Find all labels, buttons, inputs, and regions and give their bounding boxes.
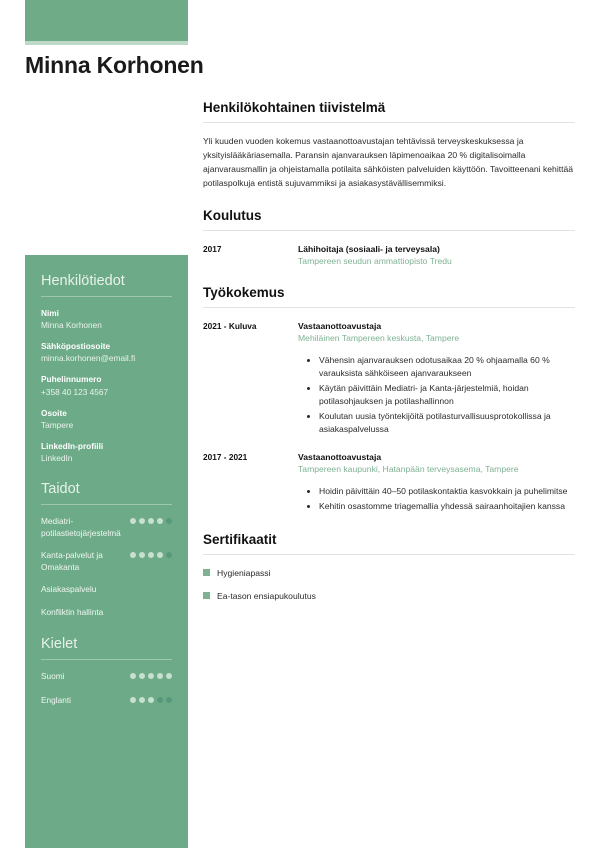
entry-role: Vastaanottoavustaja (298, 451, 382, 462)
contact-value: +358 40 123 4567 (41, 386, 109, 397)
linkedin-link[interactable]: LinkedIn (41, 453, 73, 463)
entry-bullet-list (310, 485, 575, 513)
main-content (203, 100, 575, 619)
section-summary (203, 100, 575, 191)
contact-label: LinkedIn-profiili (41, 440, 104, 451)
rating-dot (139, 673, 145, 679)
language-item-label: Englanti (41, 695, 71, 706)
entry-bullet: • Käytän päivittäin Mediatri- ja Kanta-järjestelmiä, hoidan potilasohjauksen ja potilashallinnon (319, 382, 575, 408)
entry-body (298, 320, 575, 438)
contact-item (41, 374, 172, 397)
contact-label: Puhelinnumero (41, 374, 102, 385)
contact-value: minna.korhonen@email.fi (41, 353, 136, 364)
education-entries (203, 243, 575, 268)
skill-item-label: Asiakaspalvelu (41, 584, 97, 595)
entry-organization: Tampereen kaupunki, Hatanpään terveysasema, Tampere (298, 464, 519, 475)
contact-item (41, 341, 172, 364)
certificate-item (203, 590, 575, 602)
rating-dot (139, 518, 145, 524)
sidebar-section-personal (41, 273, 172, 464)
sidebar-section-skills (41, 481, 172, 619)
certificate-label: Ea-tason ensiapukoulutus (217, 590, 316, 601)
rating-dot (166, 673, 172, 679)
contact-value: Tampere (41, 419, 74, 430)
contact-label: Nimi (41, 308, 59, 318)
skill-item (41, 550, 172, 573)
entry-organization: Mehiläinen Tampereen keskusta, Tampere (298, 333, 460, 344)
skill-item-label: Mediatri-potilastietojärjestelmä (41, 516, 121, 538)
header-accent-strip (25, 41, 188, 45)
section-title-experience: Työkokemus (203, 285, 575, 308)
entry-bullet: • Kehitin osastomme triagemallia yhdessä sairaanhoitajien kanssa (319, 500, 575, 513)
header-accent-block (25, 0, 188, 41)
rating-dot (148, 518, 154, 524)
square-bullet-icon (203, 592, 210, 599)
skill-item (41, 516, 172, 539)
skills-list (41, 516, 172, 619)
entry-organization: Tampereen seudun ammattiopisto Tredu (298, 256, 452, 267)
entry-date: 2021 - Kuluva (203, 320, 257, 331)
rating-dot (148, 673, 154, 679)
square-bullet-icon (203, 569, 210, 576)
summary-text: Yli kuuden vuoden kokemus vastaanottoavustajan tehtävissä terveyskeskuksessa ja yksityislääkäriasemalla. Paransin ajanvarauksen läpimenoaikaa 20 % digitalisoimalla ajanvarausmallin ja ohjeistamalla potilaita sähköisten palveluiden käyttöön. Tavoitteenani kehittää potilaspolkuja entistä sujuvammiksi ja asiakasystävällisemmiksi. (203, 136, 574, 188)
section-title-summary: Henkilökohtainen tiivistelmä (203, 100, 575, 123)
entry-role: Lähihoitaja (sosiaali- ja terveysala) (298, 243, 440, 254)
contact-label: Sähköpostiosoite (41, 341, 111, 352)
timeline-entry (203, 243, 575, 268)
rating-dot (130, 697, 136, 703)
contact-label: Osoite (41, 407, 67, 418)
section-education (203, 208, 575, 268)
language-item (41, 695, 172, 707)
rating-dot (139, 697, 145, 703)
certificates-list (203, 567, 575, 602)
languages-list (41, 671, 172, 707)
experience-entries (203, 320, 575, 515)
sidebar-section-title-languages: Kielet (41, 636, 172, 660)
contact-item (41, 308, 172, 331)
section-title-education: Koulutus (203, 208, 575, 231)
entry-bullet: • Hoidin päivittäin 40–50 potilaskontaktia kasvokkain ja puhelimitse (319, 485, 575, 498)
sidebar-section-title-personal: Henkilötiedot (41, 273, 172, 297)
contact-item (41, 441, 172, 464)
entry-body (298, 243, 575, 268)
contact-item (41, 408, 172, 431)
rating-dot (130, 552, 136, 558)
language-item (41, 671, 172, 683)
entry-body (298, 451, 575, 515)
language-item-rating-dots (130, 695, 172, 703)
skill-item-label: Kanta-palvelut ja Omakanta (41, 550, 103, 572)
language-item-rating-dots (130, 671, 172, 679)
entry-bullet-list (310, 354, 575, 436)
rating-dot (166, 552, 172, 558)
certificate-item (203, 567, 575, 579)
page-title: Minna Korhonen (25, 52, 204, 78)
rating-dot (148, 697, 154, 703)
entry-date: 2017 - 2021 (203, 451, 248, 462)
rating-dot (157, 673, 163, 679)
rating-dot (130, 673, 136, 679)
certificate-label: Hygieniapassi (217, 567, 271, 578)
section-experience (203, 285, 575, 515)
contact-value: Minna Korhonen (41, 320, 102, 331)
section-certificates (203, 532, 575, 602)
sidebar-section-languages (41, 636, 172, 707)
language-item-label: Suomi (41, 670, 65, 681)
contact-list (41, 308, 172, 464)
entry-bullet: • Vähensin ajanvarauksen odotusaikaa 20 % ohjaamalla 60 % varauksista sähköiseen ajanvaraukseen (319, 354, 575, 380)
rating-dot (148, 552, 154, 558)
skill-item-label: Konfliktin hallinta (41, 607, 104, 618)
skill-item-rating-dots (130, 516, 172, 524)
entry-role: Vastaanottoavustaja (298, 320, 382, 331)
rating-dot (157, 518, 163, 524)
timeline-entry (203, 320, 575, 438)
rating-dot (166, 518, 172, 524)
timeline-entry (203, 451, 575, 515)
rating-dot (139, 552, 145, 558)
rating-dot (157, 552, 163, 558)
sidebar-section-title-skills: Taidot (41, 481, 172, 505)
rating-dot (130, 518, 136, 524)
skill-item (41, 584, 172, 596)
entry-bullet: • Koulutan uusia työntekijöitä potilasturvallisuusprotokollissa ja asiakaspalvelussa (319, 410, 575, 436)
skill-item-rating-dots (130, 550, 172, 558)
rating-dot (166, 697, 172, 703)
rating-dot (157, 697, 163, 703)
skill-item (41, 607, 172, 619)
entry-date: 2017 (203, 243, 222, 254)
sidebar (25, 255, 188, 848)
section-title-certificates: Sertifikaatit (203, 532, 575, 555)
